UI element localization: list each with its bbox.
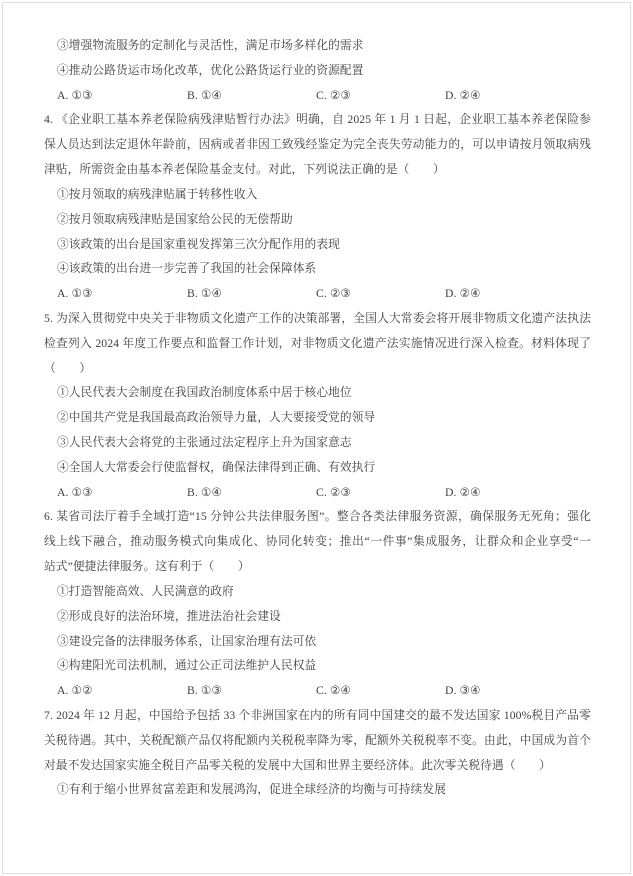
statement-line: ④构建阳光司法机制，通过公正司法维护人民权益 [57, 659, 317, 673]
option-c: C. ②③ [316, 88, 352, 102]
stem-line: 对最不发达国家实施全税目产品零关税的发展中大国和世界主要经济体。此次零关税待遇（ ） [44, 758, 551, 772]
option-b: B. ①③ [187, 684, 223, 698]
options-row [44, 481, 591, 506]
stem-line: 6. 某省司法厅着手全域打造“15 分钟公共法律服务图”。整合各类法律服务资源，确保服务无死角；强化 [44, 510, 591, 524]
question-6 [44, 505, 591, 704]
stem-line: 津贴，所需资金由基本养老保险基金支付。对此，下列说法正确的是（ ） [44, 163, 445, 177]
statement-line: ①人民代表大会制度在我国政治制度体系中居于核心地位 [57, 386, 352, 400]
option-c: C. ②③ [316, 287, 352, 301]
stem-line: 7. 2024 年 12 月起，中国给予包括 33 个非洲国家在内的所有同中国建交的最不发达国家 100%税目产品零 [44, 708, 591, 722]
statement-line: ①有利于缩小世界贫富差距和发展鸿沟，促进全球经济的均衡与可持续发展 [57, 783, 446, 797]
option-d: D. ③④ [445, 684, 481, 698]
statement-line: ①打造智能高效、人民满意的政府 [57, 584, 234, 598]
stem-line: 5. 为深入贯彻党中央关于非物质文化遗产工作的决策部署，全国人大常委会将开展非物质文化遗产法执法 [44, 311, 591, 325]
statement-line: ④该政策的出台进一步完善了我国的社会保障体系 [57, 262, 317, 276]
option-c: C. ②③ [316, 485, 352, 499]
question-5 [44, 307, 591, 506]
option-d: D. ②④ [445, 88, 481, 102]
statement-line: ③建设完备的法律服务体系，让国家治理有法可依 [57, 634, 317, 648]
stem-line: 线上线下融合，推动服务模式向集成化、协同化转变；推出“一件事”集成服务，让群众和企业享受“一 [44, 535, 591, 549]
option-d: D. ②④ [445, 287, 481, 301]
stem-line: 4. 《企业职工基本养老保险病残津贴暂行办法》明确，自 2025 年 1 月 1 日起，企业职工基本养老保险参 [44, 113, 591, 127]
stem-line: （ ） [44, 361, 92, 375]
option-b: B. ①④ [187, 88, 223, 102]
statement-line: ③该政策的出台是国家重视发挥第三次分配作用的表现 [57, 237, 340, 251]
option-a: A. ①② [57, 684, 93, 698]
option-b: B. ①④ [187, 485, 223, 499]
question-7 [44, 704, 591, 803]
options-row [44, 282, 591, 307]
options-row [44, 84, 591, 109]
option-a: A. ①③ [57, 485, 93, 499]
option-d: D. ②④ [445, 485, 481, 499]
exam-content [44, 34, 591, 803]
option-c: C. ②④ [316, 684, 352, 698]
statement-line: ②中国共产党是我国最高政治领导力量，人大要接受党的领导 [57, 411, 376, 425]
stem-line: 保人员达到法定退休年龄前，因病或者非因工致残经鉴定为完全丧失劳动能力的，可以申请按月领取病残 [44, 138, 591, 152]
stem-line: 站式”便捷法律服务。这有利于（ ） [44, 560, 250, 574]
stem-line: 关税待遇。其中，关税配额产品仅将配额内关税税率降为零，配额外关税税率不变。由此，中国成为首个 [44, 733, 591, 747]
options-row [44, 679, 591, 704]
statement-line: ①按月领取的病残津贴属于转移性收入 [57, 187, 258, 201]
question-4 [44, 108, 591, 307]
option-a: A. ①③ [57, 287, 93, 301]
statement-line: ②按月领取病残津贴是国家给公民的无偿帮助 [57, 212, 293, 226]
statement-line: ③增强物流服务的定制化与灵活性，满足市场多样化的需求 [57, 39, 364, 52]
question-3-tail [44, 34, 591, 108]
statement-line: ④全国人大常委会行使监督权，确保法律得到正确、有效执行 [57, 460, 376, 474]
statement-line: ③人民代表大会将党的主张通过法定程序上升为国家意志 [57, 436, 352, 449]
option-a: A. ①③ [57, 88, 93, 102]
option-b: B. ①④ [187, 287, 223, 301]
statement-line: ②形成良好的法治环境，推进法治社会建设 [57, 609, 281, 623]
statement-line: ④推动公路货运市场化改革，优化公路货运行业的资源配置 [57, 63, 364, 77]
stem-line: 检查列入 2024 年度工作要点和监督工作计划，对非物质文化遗产法实施情况进行深入检查。材料体现了 [44, 336, 591, 350]
